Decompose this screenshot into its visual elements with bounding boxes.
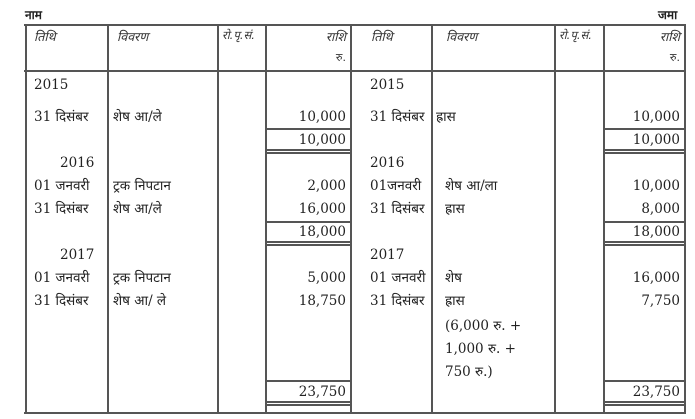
entry-particulars: शेष आ/ले <box>113 201 162 217</box>
entry-particulars: शेष आ/ ले <box>113 293 167 309</box>
total-rule <box>604 404 685 406</box>
col-divider <box>217 24 219 414</box>
total-rule <box>266 128 351 130</box>
total-amount: 10,000 <box>632 132 680 148</box>
entry-date: 31 दिसंबर <box>34 109 89 125</box>
entry-date: 31 दिसंबर <box>34 201 89 217</box>
entry-particulars: शेष <box>445 270 462 286</box>
col-divider <box>603 24 605 414</box>
total-rule <box>266 149 351 151</box>
entry-particulars: ह्रास <box>445 201 465 217</box>
entry-amount: 5,000 <box>307 270 346 286</box>
total-rule <box>266 401 351 403</box>
bottom-border <box>24 412 686 414</box>
entry-amount: 16,000 <box>298 201 346 217</box>
total-rule <box>604 152 685 154</box>
year-label: 2017 <box>370 247 405 263</box>
col-divider <box>265 24 267 414</box>
total-rule <box>604 128 685 130</box>
header-particulars: विवरण <box>446 29 478 44</box>
debit-label: नाम <box>25 8 42 22</box>
header-currency: रु. <box>335 51 346 64</box>
entry-date: 31 दिसंबर <box>370 201 425 217</box>
entry-date: 31 दिसंबर <box>370 293 425 309</box>
total-rule <box>266 241 351 243</box>
col-divider <box>684 24 686 414</box>
entry-date: 31 दिसंबर <box>34 293 89 309</box>
col-divider <box>350 24 352 414</box>
total-amount: 18,000 <box>298 224 346 240</box>
entry-date: 01 जनवरी <box>34 270 90 286</box>
entry-amount: 10,000 <box>632 178 680 194</box>
col-divider <box>554 24 556 414</box>
entry-date: 31 दिसंबर <box>370 109 425 125</box>
entry-particulars: शेष आ/ला <box>445 178 498 194</box>
entry-particulars: ह्रास <box>445 293 465 309</box>
header-particulars: विवरण <box>117 29 149 44</box>
header-amount: राशि <box>325 29 346 44</box>
entry-particulars: ह्रास <box>436 109 456 125</box>
total-amount: 10,000 <box>298 132 346 148</box>
total-rule <box>604 241 685 243</box>
depreciation-note: 750 रु.) <box>445 364 493 380</box>
total-rule <box>604 401 685 403</box>
total-rule <box>266 221 351 223</box>
year-label: 2015 <box>370 77 405 93</box>
entry-particulars: ट्रक निपटान <box>113 178 171 194</box>
header-bottom-border <box>24 70 686 72</box>
total-rule <box>604 244 685 246</box>
entry-particulars: शेष आ/ले <box>113 109 162 125</box>
total-rule <box>266 244 351 246</box>
total-rule <box>266 152 351 154</box>
total-rule <box>604 149 685 151</box>
credit-label: जमा <box>658 8 678 22</box>
year-label: 2016 <box>60 155 95 171</box>
header-jf: रो.पृ.सं. <box>559 28 592 42</box>
total-amount: 23,750 <box>298 384 346 400</box>
total-rule <box>604 221 685 223</box>
depreciation-note: 1,000 रु. + <box>445 341 516 357</box>
header-date: तिथि <box>34 29 56 44</box>
entry-amount: 16,000 <box>632 270 680 286</box>
year-label: 2016 <box>370 155 405 171</box>
entry-amount: 18,750 <box>298 293 346 309</box>
depreciation-note: (6,000 रु. + <box>445 318 522 334</box>
total-rule <box>604 380 685 382</box>
entry-amount: 10,000 <box>298 109 346 125</box>
entry-amount: 2,000 <box>307 178 346 194</box>
year-label: 2015 <box>34 77 69 93</box>
year-label: 2017 <box>60 247 95 263</box>
entry-amount: 10,000 <box>632 109 680 125</box>
total-rule <box>266 380 351 382</box>
header-date: तिथि <box>371 29 393 44</box>
col-divider <box>107 24 109 414</box>
header-amount: राशि <box>659 29 680 44</box>
total-amount: 23,750 <box>632 384 680 400</box>
header-jf: रो.पृ.सं. <box>222 28 255 42</box>
entry-amount: 8,000 <box>641 201 680 217</box>
total-amount: 18,000 <box>632 224 680 240</box>
top-border <box>24 24 686 26</box>
entry-particulars: ट्रक निपटान <box>113 270 171 286</box>
col-divider <box>431 24 433 414</box>
entry-amount: 7,750 <box>641 293 680 309</box>
entry-date: 01 जनवरी <box>34 178 90 194</box>
header-currency: रु. <box>669 51 680 64</box>
entry-date: 01जनवरी <box>370 178 422 194</box>
entry-date: 01 जनवरी <box>370 270 426 286</box>
col-divider <box>25 24 27 414</box>
total-rule <box>266 404 351 406</box>
